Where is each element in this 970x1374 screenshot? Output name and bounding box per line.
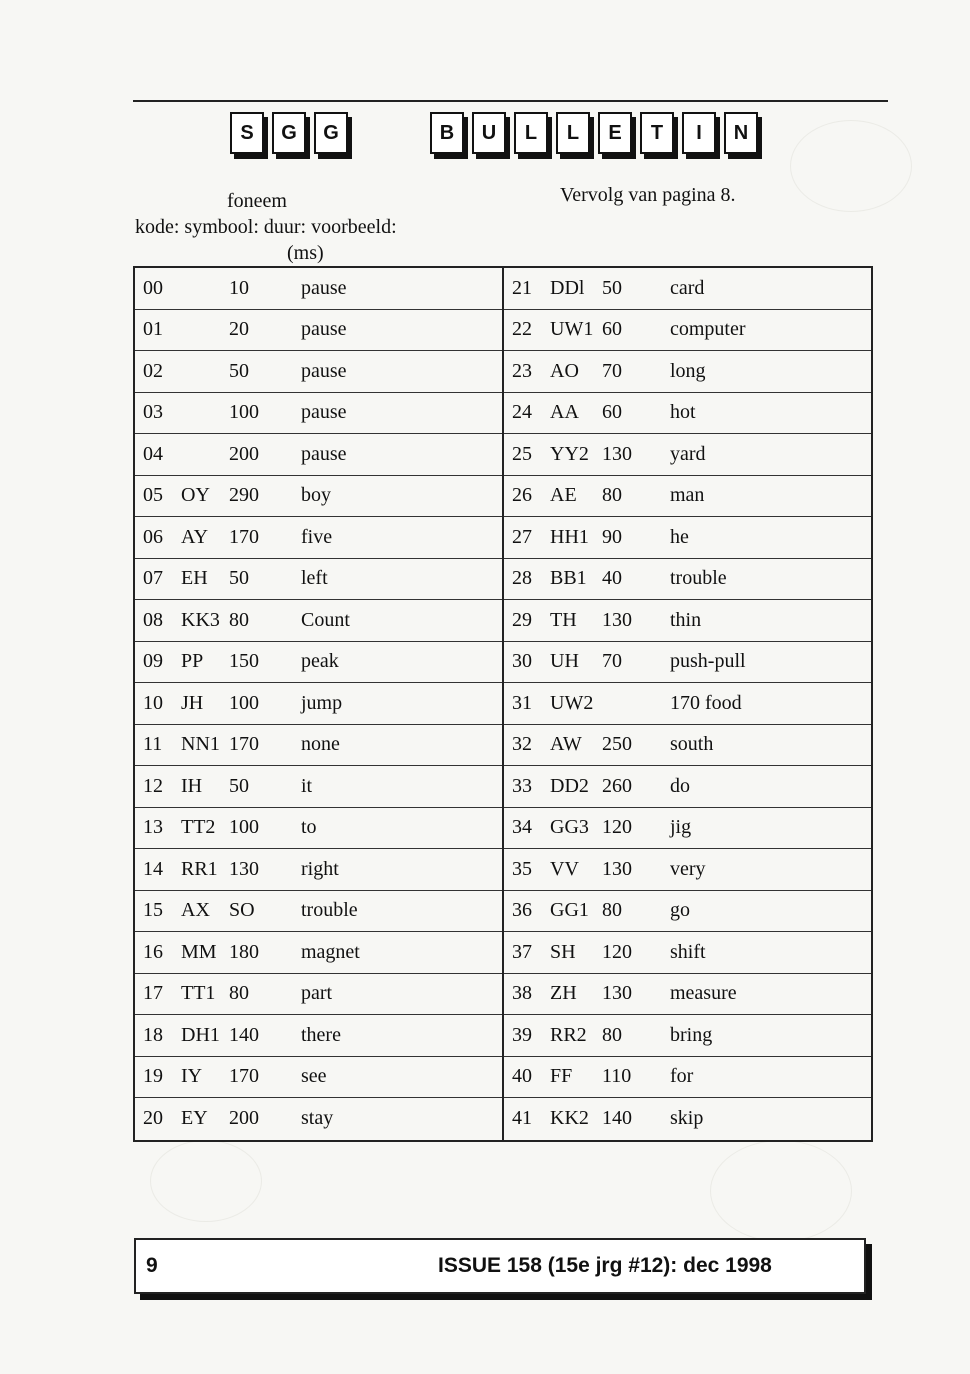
phoneme-code: 06 [143, 525, 163, 548]
table-row [135, 1098, 502, 1140]
phoneme-code: 20 [143, 1107, 163, 1130]
table-row [504, 393, 871, 435]
phoneme-code: 40 [512, 1065, 532, 1088]
masthead-letter: U [472, 112, 506, 154]
phoneme-code: 12 [143, 774, 163, 797]
table-row [504, 1057, 871, 1099]
phoneme-code: 39 [512, 1023, 532, 1046]
table-row [135, 808, 502, 850]
phoneme-code: 02 [143, 359, 163, 382]
phoneme-duration: SO [229, 899, 255, 922]
phoneme-symbol: MM [181, 940, 217, 963]
table-row [135, 766, 502, 808]
phoneme-code: 27 [512, 525, 532, 548]
table-row [504, 1098, 871, 1140]
phoneme-code: 35 [512, 857, 532, 880]
phoneme-symbol: DDl [550, 276, 585, 299]
phoneme-column-left [135, 268, 504, 1140]
phoneme-example: go [670, 899, 690, 922]
phoneme-example: Count [301, 608, 350, 631]
table-row [135, 559, 502, 601]
phoneme-code: 34 [512, 816, 532, 839]
phoneme-duration: 100 [229, 816, 259, 839]
phoneme-symbol: VV [550, 857, 579, 880]
table-row [135, 1015, 502, 1057]
phoneme-code: 33 [512, 774, 532, 797]
table-row [504, 766, 871, 808]
phoneme-example: peak [301, 650, 339, 673]
phoneme-code: 18 [143, 1023, 163, 1046]
phoneme-symbol: DD2 [550, 774, 589, 797]
top-rule [133, 100, 888, 102]
phoneme-example: he [670, 525, 689, 548]
phoneme-symbol: TT1 [181, 982, 216, 1005]
phoneme-code: 07 [143, 567, 163, 590]
table-row [504, 891, 871, 933]
table-row [504, 434, 871, 476]
phoneme-symbol: AO [550, 359, 579, 382]
table-row [135, 891, 502, 933]
phoneme-duration: 50 [602, 276, 622, 299]
phoneme-example: measure [670, 982, 737, 1005]
phoneme-example: man [670, 484, 705, 507]
table-row [135, 393, 502, 435]
phoneme-example: yard [670, 442, 706, 465]
phoneme-duration: 200 [229, 1107, 259, 1130]
phoneme-duration: 200 [229, 442, 259, 465]
phoneme-example: do [670, 774, 690, 797]
phoneme-symbol: PP [181, 650, 204, 673]
table-row [504, 974, 871, 1016]
phoneme-symbol: DH1 [181, 1023, 220, 1046]
phoneme-symbol: EY [181, 1107, 208, 1130]
phoneme-duration: 120 [602, 816, 632, 839]
phoneme-code: 13 [143, 816, 163, 839]
phoneme-example: push-pull [670, 650, 746, 673]
table-row [135, 974, 502, 1016]
page-footer [134, 1238, 866, 1294]
phoneme-duration: 170 [229, 525, 259, 548]
phoneme-example: it [301, 774, 313, 797]
table-row [135, 517, 502, 559]
table-row [135, 1057, 502, 1099]
phoneme-code: 00 [143, 276, 163, 299]
phoneme-example: pause [301, 359, 347, 382]
phoneme-duration: 50 [229, 567, 249, 590]
phoneme-code: 03 [143, 401, 163, 424]
phoneme-code: 01 [143, 318, 163, 341]
phoneme-example: to [301, 816, 317, 839]
phoneme-code: 10 [143, 691, 163, 714]
phoneme-example: 170 food [670, 691, 742, 714]
phoneme-symbol: YY2 [550, 442, 589, 465]
phoneme-duration: 70 [602, 359, 622, 382]
phoneme-symbol: RR2 [550, 1023, 587, 1046]
phoneme-example: pause [301, 401, 347, 424]
phoneme-duration: 170 [229, 1065, 259, 1088]
masthead-letter: L [514, 112, 548, 154]
phoneme-symbol: AE [550, 484, 577, 507]
table-row [504, 559, 871, 601]
table-row [504, 517, 871, 559]
phoneme-duration: 130 [602, 608, 632, 631]
phoneme-example: for [670, 1065, 694, 1088]
phoneme-code: 11 [143, 733, 163, 756]
phoneme-symbol: GG3 [550, 816, 589, 839]
phoneme-duration: 80 [602, 899, 622, 922]
phoneme-code: 09 [143, 650, 163, 673]
phoneme-code: 29 [512, 608, 532, 631]
phoneme-duration: 40 [602, 567, 622, 590]
phoneme-example: trouble [301, 899, 358, 922]
phoneme-example: five [301, 525, 333, 548]
phoneme-duration: 80 [602, 1023, 622, 1046]
phoneme-symbol: UH [550, 650, 579, 673]
continuation-note: Vervolg van pagina 8. [560, 184, 736, 206]
phoneme-example: hot [670, 401, 696, 424]
table-row [504, 351, 871, 393]
issue-info: ISSUE 158 (15e jrg #12): dec 1998 [438, 1254, 772, 1277]
phoneme-duration: 60 [602, 401, 622, 424]
phoneme-duration: 250 [602, 733, 632, 756]
masthead-letter: G [314, 112, 348, 154]
phoneme-duration: 260 [602, 774, 632, 797]
phoneme-example: skip [670, 1107, 704, 1130]
phoneme-duration: 60 [602, 318, 622, 341]
phoneme-duration: 80 [229, 608, 249, 631]
masthead-letter: B [430, 112, 464, 154]
phoneme-example: pause [301, 442, 347, 465]
table-row [135, 268, 502, 310]
table-row [135, 932, 502, 974]
table-row [135, 310, 502, 352]
phoneme-example: stay [301, 1107, 334, 1130]
masthead-sgg [230, 112, 356, 162]
phoneme-example: pause [301, 276, 347, 299]
phoneme-example: thin [670, 608, 702, 631]
phoneme-duration: 20 [229, 318, 249, 341]
masthead-letter: S [230, 112, 264, 154]
phoneme-example: there [301, 1023, 341, 1046]
phoneme-example: magnet [301, 940, 360, 963]
phoneme-code: 38 [512, 982, 532, 1005]
phoneme-duration: 90 [602, 525, 622, 548]
phoneme-example: pause [301, 318, 347, 341]
header-columns: kode: symbool: duur: voorbeeld: [135, 216, 397, 238]
masthead-bulletin [430, 112, 766, 162]
phoneme-symbol: AW [550, 733, 582, 756]
table-row [504, 476, 871, 518]
phoneme-code: 19 [143, 1065, 163, 1088]
phoneme-duration: 70 [602, 650, 622, 673]
phoneme-code: 26 [512, 484, 532, 507]
phoneme-duration: 100 [229, 691, 259, 714]
table-row [135, 683, 502, 725]
phoneme-symbol: KK3 [181, 608, 220, 631]
phoneme-code: 36 [512, 899, 532, 922]
phoneme-duration: 130 [229, 857, 259, 880]
phoneme-duration: 140 [602, 1107, 632, 1130]
header-foneem: foneem [227, 190, 287, 212]
phoneme-code: 04 [143, 442, 163, 465]
phoneme-duration: 10 [229, 276, 249, 299]
phoneme-code: 32 [512, 733, 532, 756]
phoneme-example: trouble [670, 567, 727, 590]
phoneme-duration: 120 [602, 940, 632, 963]
phoneme-code: 21 [512, 276, 532, 299]
phoneme-duration: 130 [602, 982, 632, 1005]
phoneme-symbol: IH [181, 774, 203, 797]
table-row [135, 849, 502, 891]
phoneme-duration: 100 [229, 401, 259, 424]
phoneme-example: bring [670, 1023, 713, 1046]
phoneme-code: 17 [143, 982, 163, 1005]
phoneme-symbol: BB1 [550, 567, 587, 590]
masthead-letter: G [272, 112, 306, 154]
phoneme-code: 31 [512, 691, 532, 714]
table-row [504, 268, 871, 310]
phoneme-duration: 50 [229, 774, 249, 797]
table-row [135, 476, 502, 518]
phoneme-example: left [301, 567, 328, 590]
table-row [504, 683, 871, 725]
phoneme-symbol: HH1 [550, 525, 589, 548]
phoneme-duration: 180 [229, 940, 259, 963]
phoneme-example: shift [670, 940, 706, 963]
phoneme-example: card [670, 276, 705, 299]
phoneme-symbol: EH [181, 567, 208, 590]
header-ms-unit: (ms) [287, 242, 324, 264]
phoneme-example: see [301, 1065, 327, 1088]
phoneme-symbol: TT2 [181, 816, 216, 839]
phoneme-duration: 80 [229, 982, 249, 1005]
phoneme-duration: 140 [229, 1023, 259, 1046]
masthead-letter: I [682, 112, 716, 154]
phoneme-table [133, 266, 873, 1142]
phoneme-example: none [301, 733, 340, 756]
phoneme-code: 08 [143, 608, 163, 631]
column-headers [135, 188, 465, 266]
page-number: 9 [146, 1254, 158, 1277]
phoneme-example: south [670, 733, 714, 756]
phoneme-code: 22 [512, 318, 532, 341]
phoneme-code: 30 [512, 650, 532, 673]
phoneme-example: jump [301, 691, 343, 714]
phoneme-code: 14 [143, 857, 163, 880]
table-row [504, 1015, 871, 1057]
phoneme-code: 16 [143, 940, 163, 963]
phoneme-symbol: JH [181, 691, 204, 714]
background-flower-decoration [790, 120, 912, 212]
phoneme-code: 37 [512, 940, 532, 963]
phoneme-symbol: AX [181, 899, 210, 922]
phoneme-example: computer [670, 318, 746, 341]
phoneme-symbol: GG1 [550, 899, 589, 922]
masthead-letter: L [556, 112, 590, 154]
phoneme-symbol: SH [550, 940, 576, 963]
phoneme-symbol: UW1 [550, 318, 594, 341]
table-row [504, 310, 871, 352]
phoneme-code: 05 [143, 484, 163, 507]
phoneme-example: long [670, 359, 706, 382]
phoneme-symbol: IY [181, 1065, 203, 1088]
phoneme-symbol: KK2 [550, 1107, 589, 1130]
table-row [135, 642, 502, 684]
phoneme-code: 25 [512, 442, 532, 465]
phoneme-symbol: ZH [550, 982, 577, 1005]
phoneme-duration: 130 [602, 442, 632, 465]
table-row [504, 849, 871, 891]
phoneme-duration: 130 [602, 857, 632, 880]
table-row [135, 600, 502, 642]
phoneme-symbol: RR1 [181, 857, 218, 880]
phoneme-code: 24 [512, 401, 532, 424]
phoneme-code: 23 [512, 359, 532, 382]
masthead-letter: N [724, 112, 758, 154]
phoneme-symbol: AA [550, 401, 579, 424]
table-row [504, 725, 871, 767]
table-row [504, 600, 871, 642]
phoneme-code: 41 [512, 1107, 532, 1130]
table-row [135, 434, 502, 476]
masthead-letter: E [598, 112, 632, 154]
phoneme-duration: 170 [229, 733, 259, 756]
table-row [504, 808, 871, 850]
table-row [135, 725, 502, 767]
background-flower-decoration [150, 1140, 262, 1222]
phoneme-example: part [301, 982, 333, 1005]
table-row [504, 932, 871, 974]
phoneme-duration: 110 [602, 1065, 632, 1088]
masthead-letter: T [640, 112, 674, 154]
phoneme-symbol: OY [181, 484, 210, 507]
phoneme-duration: 150 [229, 650, 259, 673]
phoneme-duration: 50 [229, 359, 249, 382]
table-row [135, 351, 502, 393]
table-row [504, 642, 871, 684]
phoneme-example: boy [301, 484, 331, 507]
phoneme-symbol: FF [550, 1065, 573, 1088]
phoneme-example: very [670, 857, 706, 880]
phoneme-duration: 290 [229, 484, 259, 507]
phoneme-symbol: AY [181, 525, 209, 548]
phoneme-example: right [301, 857, 339, 880]
phoneme-code: 15 [143, 899, 163, 922]
phoneme-example: jig [670, 816, 692, 839]
phoneme-symbol: UW2 [550, 691, 594, 714]
phoneme-symbol: TH [550, 608, 577, 631]
phoneme-code: 28 [512, 567, 532, 590]
background-flower-decoration [710, 1140, 852, 1242]
phoneme-duration: 80 [602, 484, 622, 507]
phoneme-column-right [504, 268, 871, 1140]
phoneme-symbol: NN1 [181, 733, 220, 756]
